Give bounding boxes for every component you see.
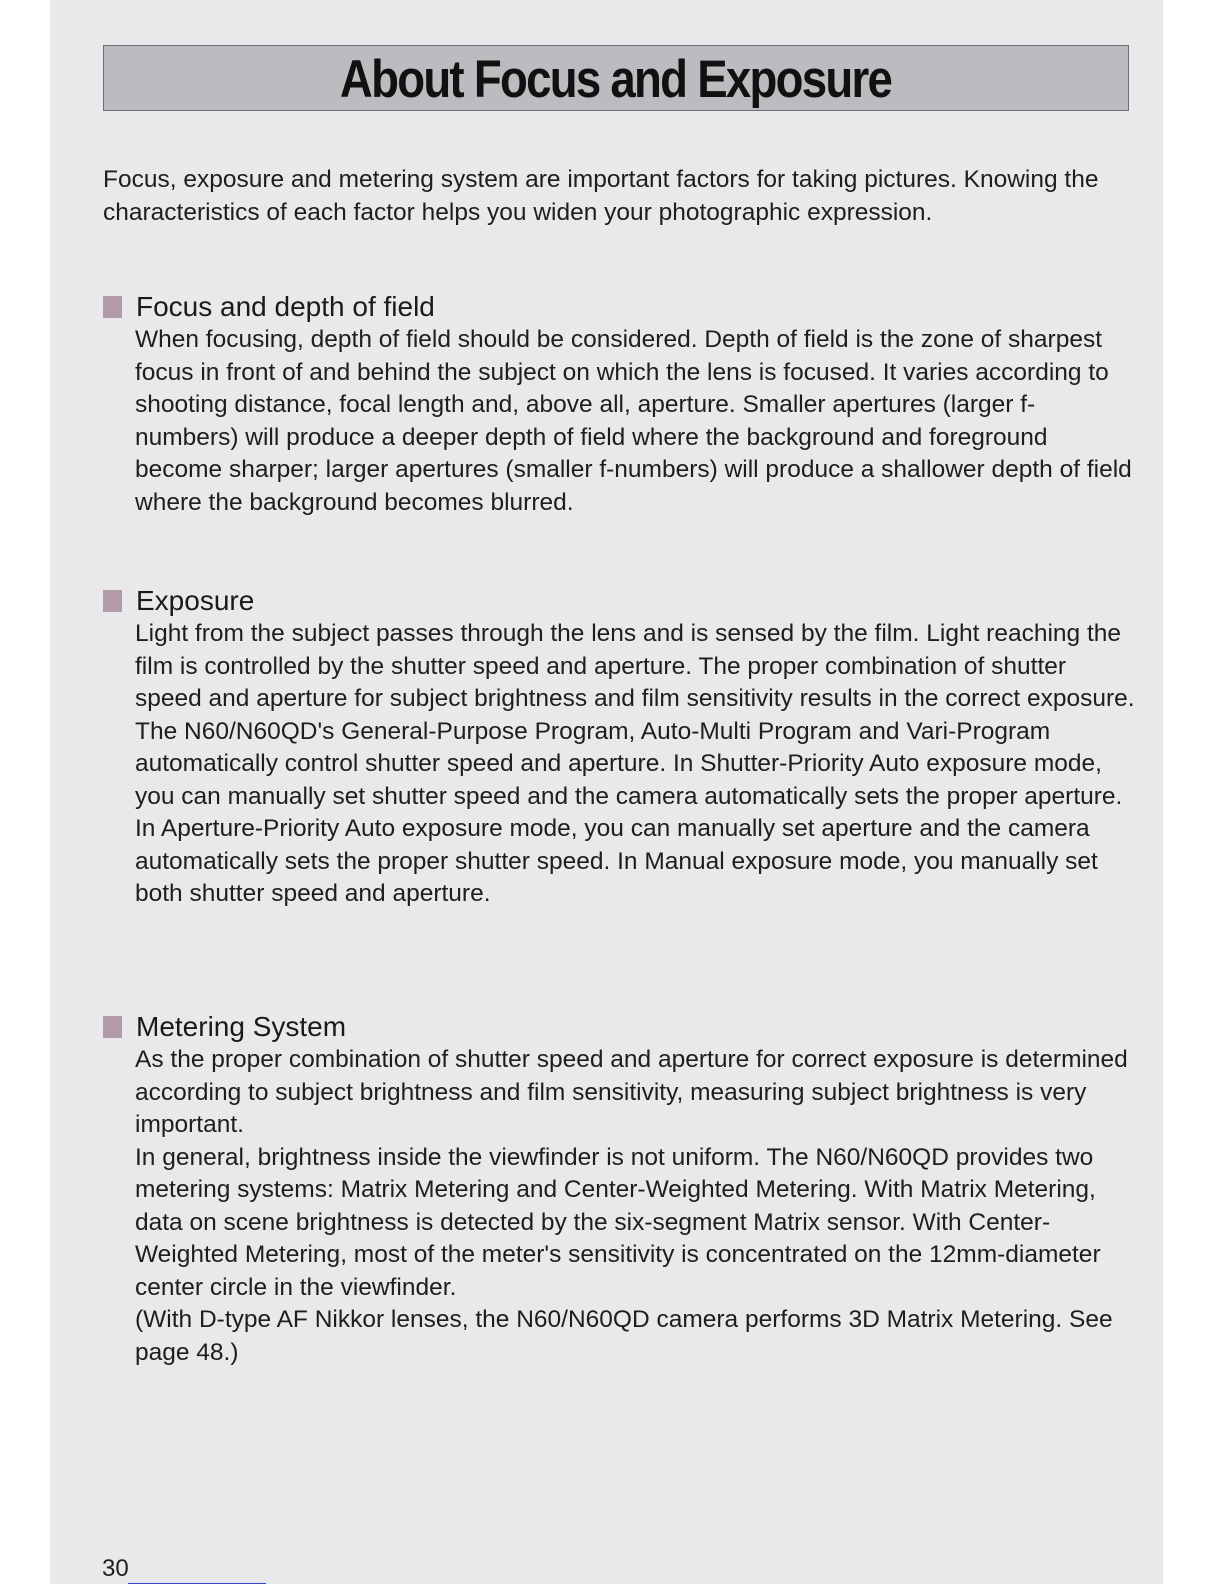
page-title: About Focus and Exposure	[340, 49, 892, 109]
section-paragraph: When focusing, depth of field should be considered. Depth of field is the zone of sharpest focus in front of and behind the subject on which the lens is focused. It varies according to shooting distance, focal length and, above all, aperture. Smaller apertures (larger f-numbers) will produce a deeper depth of field where the background and foreground become sharper; larger apertures (smaller f-numbers) will produce a shallower depth of field where the background becomes blurred.	[135, 326, 1132, 516]
section-exposure	[103, 584, 1143, 911]
section-metering	[103, 1010, 1143, 1369]
title-banner	[103, 45, 1129, 111]
section-heading-row	[103, 290, 1143, 324]
section-paragraph: Light from the subject passes through the lens and is sensed by the film. Light reaching the film is controlled by the shutter speed and aperture. The proper combination of shutter speed and aperture for subject brightness and film sensitivity results in the correct exposure.	[135, 620, 1135, 712]
section-heading-row	[103, 584, 1143, 618]
section-heading-row	[103, 1010, 1143, 1044]
section-paragraph: In general, brightness inside the viewfinder is not uniform. The N60/N60QD provides two metering systems: Matrix Metering and Center-Weighted Metering. With Matrix Metering, data on scene brightness is detected by the six-segment Matrix sensor. With Center-Weighted Metering, most of the meter's sensitivity is concentrated on the 12mm-diameter center circle in the viewfinder.	[135, 1143, 1101, 1301]
section-paragraph: (With D-type AF Nikkor lenses, the N60/N60QD camera performs 3D Matrix Metering. See page 48.)	[135, 1306, 1113, 1366]
section-heading: Metering System	[136, 1011, 347, 1042]
page-number: 30	[102, 1555, 129, 1582]
section-focus	[103, 290, 1143, 519]
square-bullet-icon	[103, 1016, 122, 1038]
section-paragraph: As the proper combination of shutter speed and aperture for correct exposure is determined according to subject brightness and film sensitivity, measuring subject brightness is very important.	[135, 1046, 1128, 1138]
square-bullet-icon	[103, 296, 122, 318]
intro-paragraph: Focus, exposure and metering system are important factors for taking pictures. Knowing the characteristics of each factor helps you widen your photographic expression.	[103, 166, 1099, 226]
section-paragraph: The N60/N60QD's General-Purpose Program, Auto-Multi Program and Vari-Program automatically control shutter speed and aperture. In Shutter-Priority Auto exposure mode, you can manually set shutter speed and the camera automatically sets the proper aperture. In Aperture-Priority Auto exposure mode, you can manually set aperture and the camera automatically sets the proper shutter speed. In Manual exposure mode, you manually set both shutter speed and aperture.	[135, 717, 1123, 907]
section-heading: Exposure	[136, 585, 255, 616]
section-heading: Focus and depth of field	[136, 291, 435, 322]
square-bullet-icon	[103, 590, 122, 612]
